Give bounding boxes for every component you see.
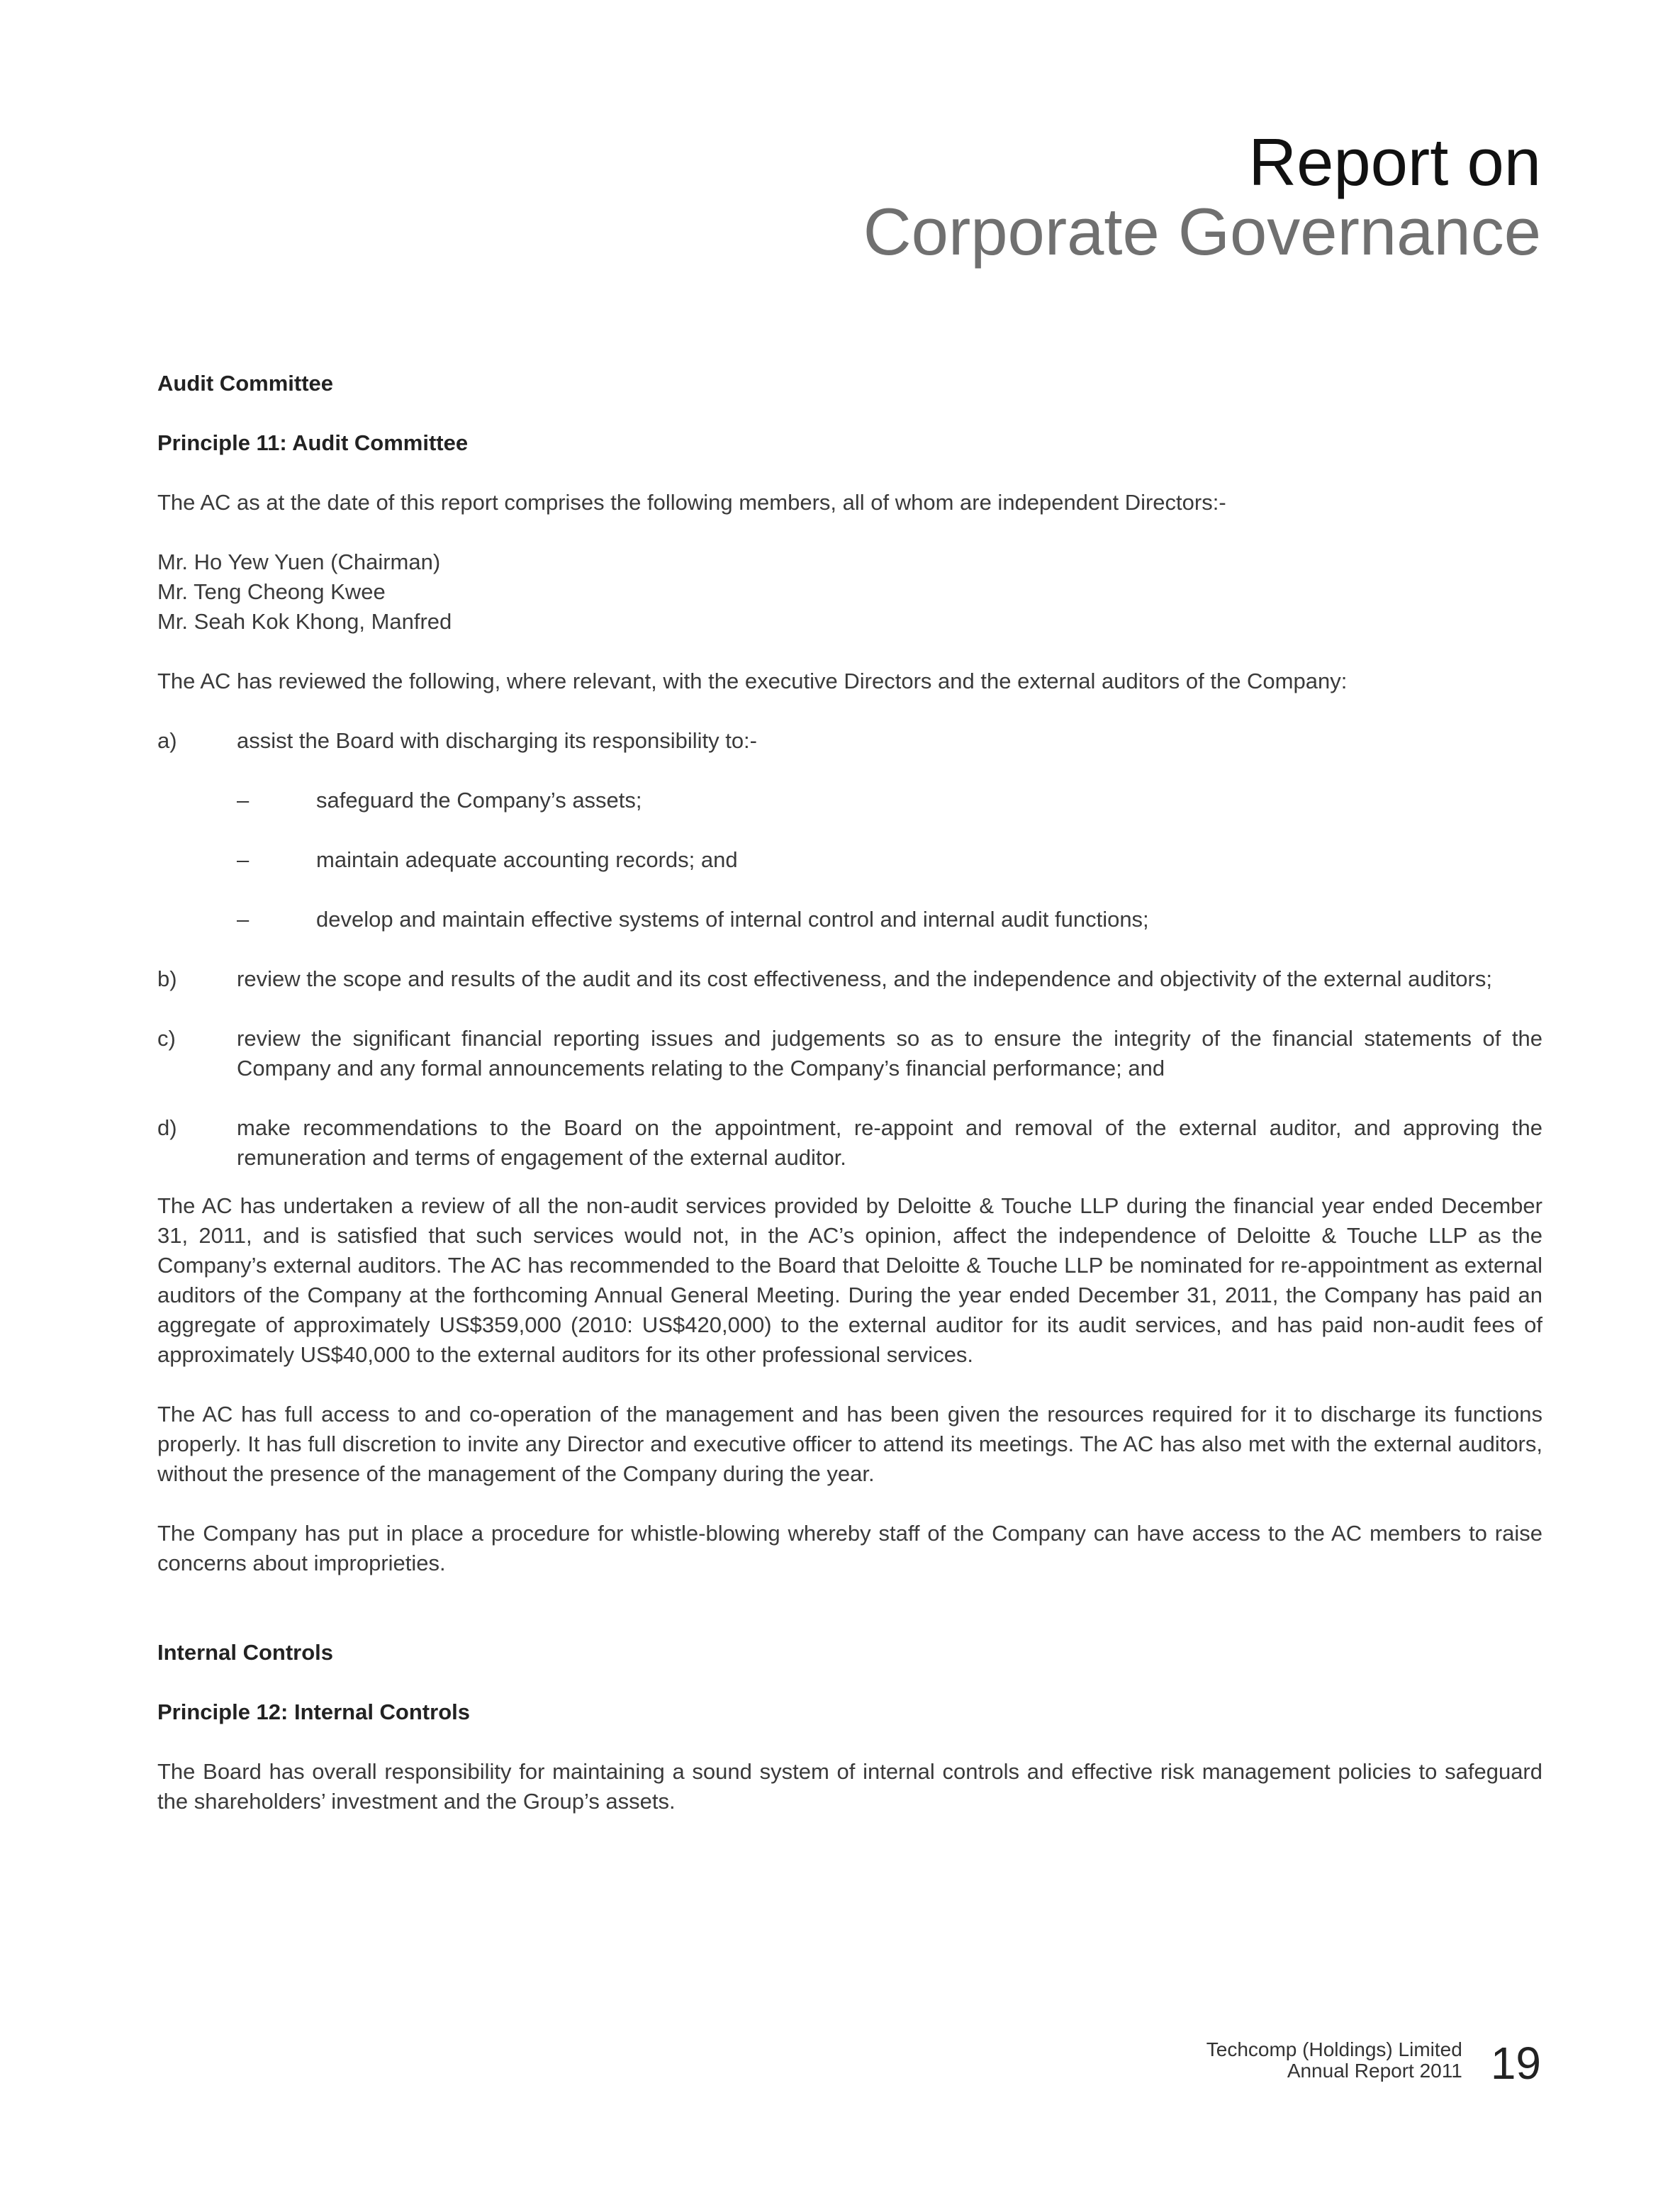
principle-11-heading: Principle 11: Audit Committee (157, 430, 469, 455)
sub-item-text: safeguard the Company’s assets; (316, 788, 642, 813)
principle-12-heading: Principle 12: Internal Controls (157, 1699, 470, 1724)
dash-marker: – (237, 847, 250, 872)
title-line1: Report on (1248, 125, 1541, 199)
page-footer (1206, 2038, 1541, 2089)
list-item-a (157, 726, 1542, 756)
audit-committee-heading: Audit Committee (157, 371, 333, 396)
internal-controls-paragraph: The Board has overall responsibility for maintaining a sound system of internal controls and effective risk management policies to safeguard the shareholders’ investment and the Group’s assets. (157, 1759, 1542, 1814)
list-item-c (157, 1024, 1542, 1083)
footer-company-block (1206, 2039, 1462, 2082)
list-marker: b) (157, 966, 177, 991)
internal-controls-heading: Internal Controls (157, 1640, 334, 1665)
ac-reviewed-paragraph: The AC has reviewed the following, where relevant, with the executive Directors and the external auditors of the Company: (157, 669, 1348, 693)
ac-member: Mr. Seah Kok Khong, Manfred (157, 609, 452, 634)
sub-item-text: maintain adequate accounting records; and (316, 847, 738, 872)
ac-access-paragraph: The AC has full access to and co-operation of the management and has been given the resources required for it to discharge its functions properly. It has full discretion to invite any Director and executive officer to attend its meetings. The AC has also met with the external auditors, without the presence of the management of the Company during the year. (157, 1402, 1542, 1486)
title-line2: Corporate Governance (863, 194, 1541, 269)
sub-item (157, 845, 1542, 875)
page-number: 19 (1490, 2038, 1541, 2089)
whistle-blowing-paragraph: The Company has put in place a procedure for whistle-blowing whereby staff of the Company can have access to the AC members to raise concerns about improprieties. (157, 1521, 1542, 1575)
list-item-b (157, 964, 1542, 994)
footer-company-name: Techcomp (Holdings) Limited (1206, 2038, 1462, 2060)
list-text: review the significant financial reporting issues and judgements so as to ensure the integrity of the financial statements of the Company and any formal announcements relating to the Company’s financial performance; and (237, 1026, 1542, 1081)
list-item-d (157, 1113, 1542, 1173)
list-text: review the scope and results of the audit and its cost effectiveness, and the independence and objectivity of the external auditors; (237, 966, 1492, 991)
list-text: make recommendations to the Board on the appointment, re-appoint and removal of the external auditor, and approving the remuneration and terms of engagement of the external auditor. (237, 1115, 1542, 1170)
ac-members-list (157, 547, 1542, 637)
dash-marker: – (237, 788, 250, 813)
sub-item (157, 905, 1542, 934)
sub-item-text: develop and maintain effective systems of internal control and internal audit functions; (316, 907, 1149, 932)
list-marker: d) (157, 1115, 177, 1140)
non-audit-services-paragraph: The AC has undertaken a review of all the non-audit services provided by Deloitte & Touche LLP during the financial year ended December 31, 2011, and is satisfied that such services would not, in the AC’s opinion, affect the independence of Deloitte & Touche LLP as the Company’s external auditors. The AC has recommended to the Board that Deloitte & Touche LLP be nominated for re-appointment as external auditors of the Company at the forthcoming Annual General Meeting. During the year ended December 31, 2011, the Company has paid an aggregate of approximately US$359,000 (2010: US$420,000) to the external auditor for its audit services, and has paid non-audit fees of approximately US$40,000 to the external auditors for its other professional services. (157, 1193, 1542, 1367)
list-marker: a) (157, 728, 177, 753)
ac-intro-paragraph: The AC as at the date of this report comprises the following members, all of whom are independent Directors:- (157, 490, 1226, 515)
dash-marker: – (237, 907, 250, 932)
page-header (863, 125, 1541, 269)
list-text: assist the Board with discharging its responsibility to:- (237, 728, 757, 753)
list-marker: c) (157, 1026, 176, 1051)
ac-member: Mr. Teng Cheong Kwee (157, 579, 386, 604)
sub-item (157, 786, 1542, 815)
page-content (157, 369, 1542, 1816)
ac-member: Mr. Ho Yew Yuen (Chairman) (157, 549, 441, 574)
footer-report-name: Annual Report 2011 (1287, 2060, 1462, 2082)
